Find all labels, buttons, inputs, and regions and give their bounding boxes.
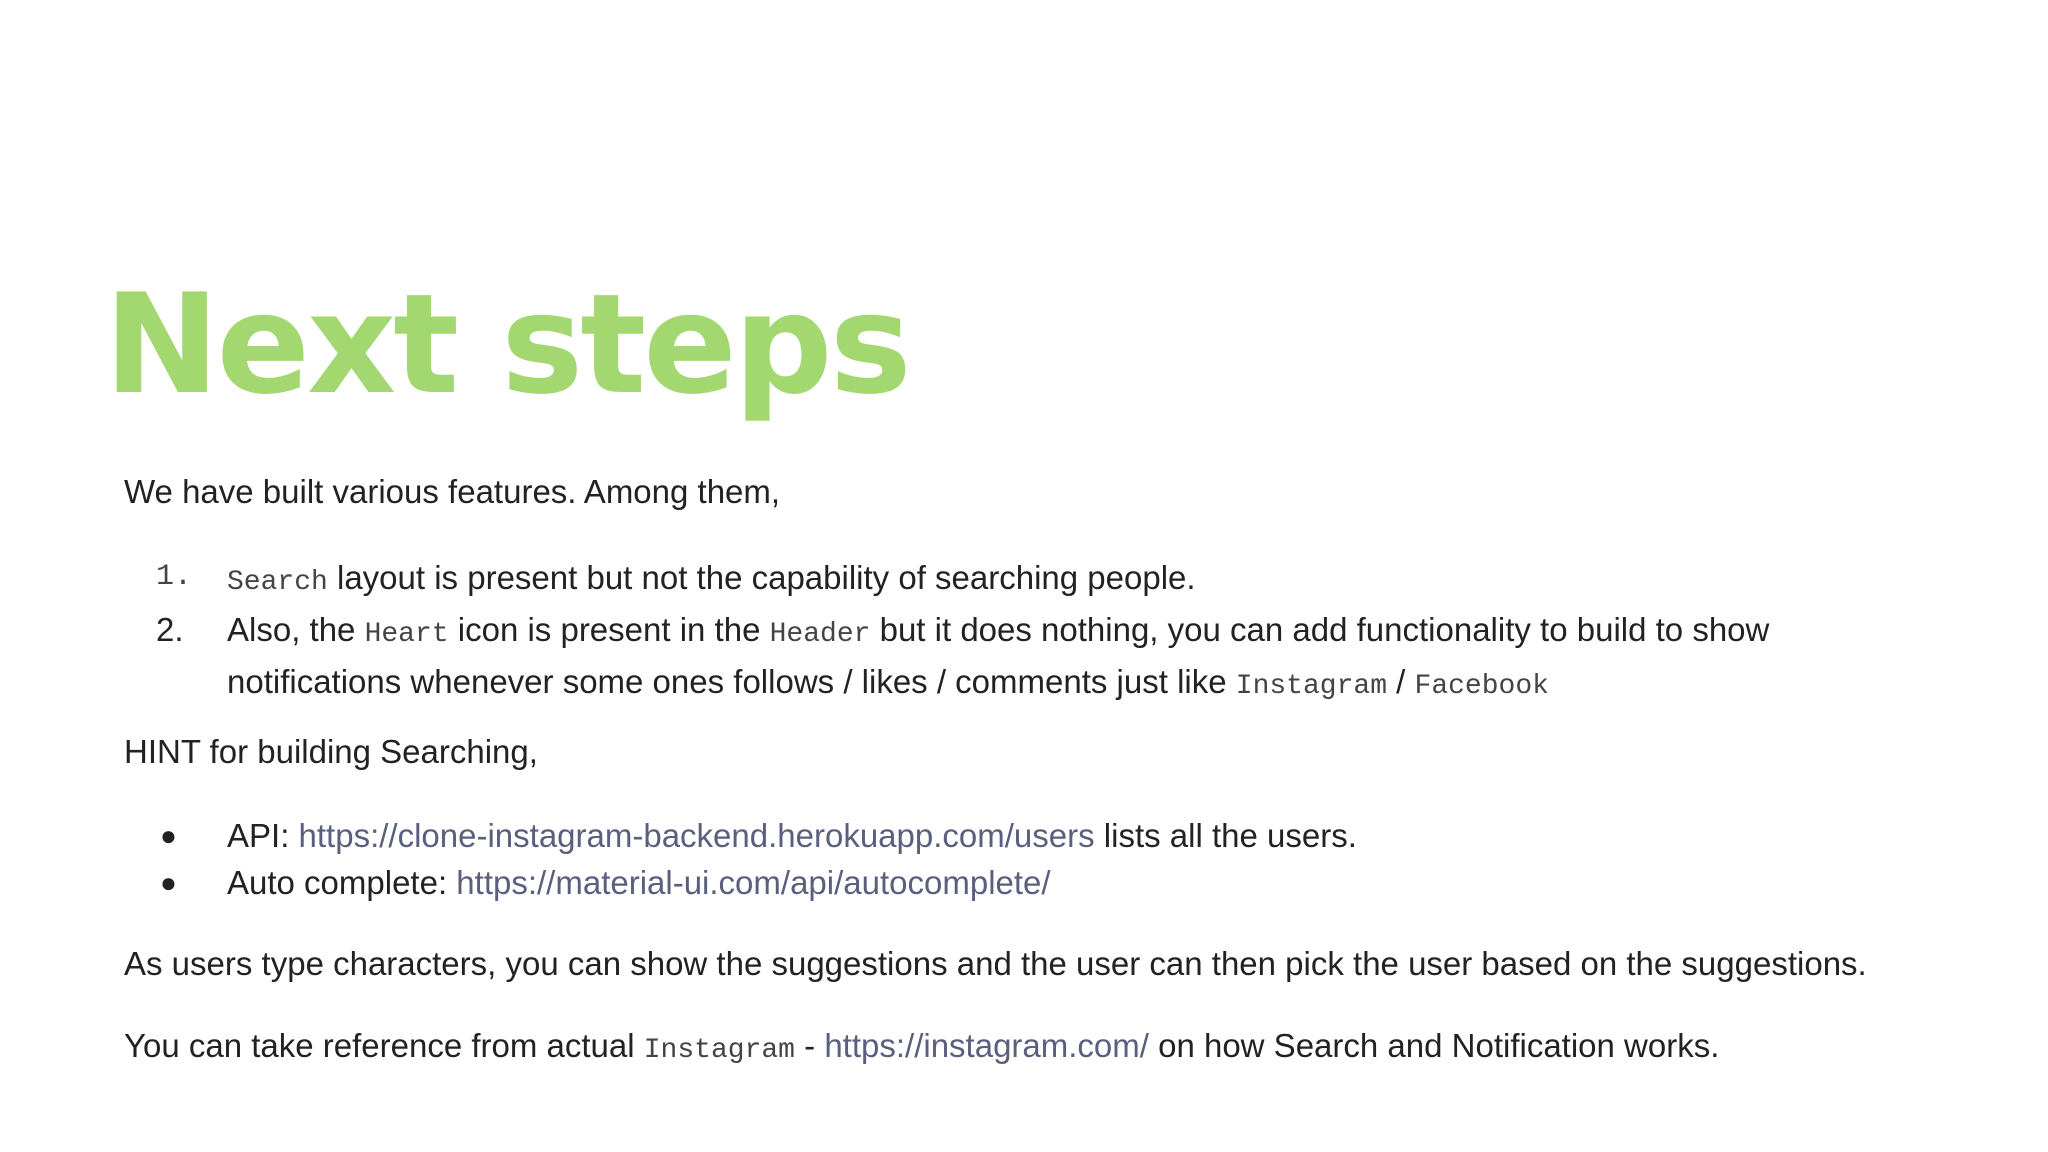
list-text: / bbox=[1387, 663, 1415, 700]
list-text: layout is present but not the capability of searching people. bbox=[327, 559, 1196, 596]
bullet-marker: ● bbox=[160, 820, 177, 851]
list-text: Also, the bbox=[227, 611, 365, 648]
hint-heading: HINT for building Searching, bbox=[124, 733, 538, 770]
bullet-marker: ● bbox=[160, 867, 177, 898]
reference-part: on how Search and Notification works. bbox=[1148, 1027, 1720, 1064]
list-label: API: bbox=[227, 817, 299, 854]
list-item bbox=[124, 606, 1947, 710]
list-text: but it does nothing, you can add functionality to build to show bbox=[870, 611, 1770, 648]
inline-code-search: Search bbox=[227, 567, 328, 598]
reference-part: You can take reference from actual bbox=[124, 1027, 644, 1064]
autocomplete-link[interactable]: https://material-ui.com/api/autocomplete/ bbox=[456, 864, 1051, 901]
inline-code-header: Header bbox=[769, 619, 871, 650]
list-item-text-line-2 bbox=[227, 658, 1947, 710]
list-item bbox=[124, 554, 1947, 606]
list-marker: 1. bbox=[156, 560, 193, 594]
list-item bbox=[124, 812, 1947, 859]
reference-text bbox=[124, 1022, 2024, 1075]
list-item-text-line-1 bbox=[227, 606, 1947, 658]
inline-code-facebook: Facebook bbox=[1414, 671, 1549, 702]
instagram-link[interactable]: https://instagram.com/ bbox=[824, 1027, 1149, 1064]
numbered-list bbox=[124, 554, 1947, 710]
suggestion-text: As users type characters, you can show the suggestions and the user can then pick the user based on the suggestions. bbox=[124, 945, 1867, 982]
bullet-list bbox=[124, 812, 1947, 906]
list-item-text bbox=[227, 812, 1947, 859]
inline-code-instagram: Instagram bbox=[643, 1035, 795, 1066]
list-text: notifications whenever some ones follows / likes / comments just like bbox=[227, 663, 1236, 700]
slide-title: Next steps bbox=[104, 264, 909, 425]
inline-code-heart: Heart bbox=[364, 619, 449, 650]
api-users-link[interactable]: https://clone-instagram-backend.herokuapp.com/users bbox=[298, 817, 1095, 854]
inline-code-instagram: Instagram bbox=[1235, 671, 1387, 702]
list-item-text bbox=[227, 859, 1947, 906]
reference-part: - bbox=[794, 1027, 825, 1064]
list-item-text bbox=[227, 554, 1947, 606]
intro-text: We have built various features. Among them, bbox=[124, 473, 781, 510]
list-item bbox=[124, 859, 1947, 906]
list-text: icon is present in the bbox=[448, 611, 770, 648]
list-text: lists all the users. bbox=[1094, 817, 1357, 854]
list-marker: 2. bbox=[156, 611, 184, 648]
list-label: Auto complete: bbox=[227, 864, 457, 901]
